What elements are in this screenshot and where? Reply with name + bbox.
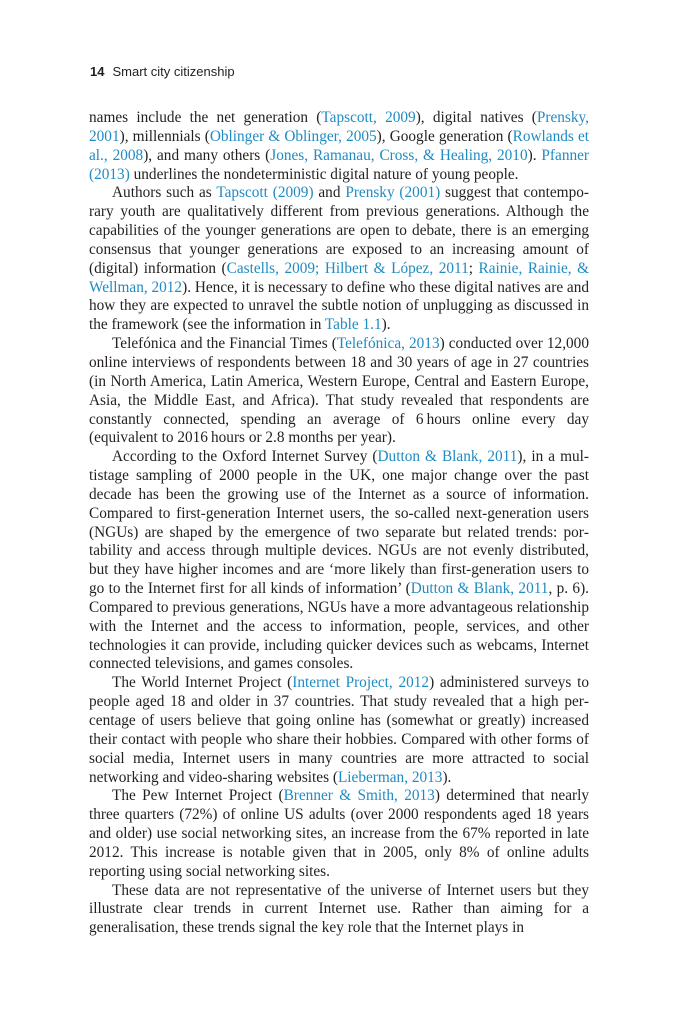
text-run: These data are not representative of the universe of Internet users but they illustrate clear trends in current Internet use. Rather than aiming for a generalisation, these trends signal the key role that the Internet plays in <box>89 881 589 937</box>
citation-link[interactable]: Brenner & Smith, 2013 <box>283 787 435 805</box>
text-run: According to the Oxford Internet Survey ( <box>112 448 378 466</box>
text-run: ) administered surveys to people aged 18 and older in 37 countries. That study revealed that a high percentage of users believe that going online has (somewhat or greatly) increased their contact with people who share their hobbies. Compared with other forms of social media, Internet users in many countries are more attracted to social networking and video-sharing websites ( <box>89 674 589 786</box>
text-run: ), and many others ( <box>143 146 271 164</box>
paragraph <box>89 184 589 335</box>
text-run: ). Hence, it is necessary to define who these digital natives are and how they are expected to unravel the subtle notion of unplugging as discussed in the framework (see the information in <box>89 278 590 334</box>
citation-link[interactable]: Lieberman, 2013 <box>337 768 443 786</box>
text-run: Authors such as <box>112 184 217 202</box>
citation-link[interactable]: Table 1.1 <box>324 316 382 334</box>
text-run: suggest that contemporary youth are qualitatively different from previous generations. Although the capabilities of the younger generations are open to debate, there is an emerging consensus that younger generations are exposed to an increasing amount of (digital) information ( <box>89 184 589 277</box>
paragraph <box>89 109 589 184</box>
text-run: underlines the nondeterministic digital nature of young people. <box>129 165 519 183</box>
citation-link[interactable]: Oblinger & Oblinger, 2005 <box>209 127 377 145</box>
text-run: ), millennials ( <box>119 127 210 145</box>
text-run: ), in a multistage sampling of 2000 people in the UK, one major change over the past decade has been the growing use of the Internet as a source of information. Compared to first-generation Internet users, the so-called next-generation users (NGUs) are shaped by the emergence of two separate but related trends: portability and access through multiple devices. NGUs are not evenly distributed, but they have higher incomes and are ‘more likely than first-generation users to go to the Internet first for all kinds of information’ ( <box>89 448 589 598</box>
citation-link[interactable]: Rainie, Rainie, & Wellman, 2012 <box>89 259 590 296</box>
text-run: and <box>313 184 346 202</box>
paragraph <box>89 882 589 939</box>
text-run: , p. 6). Compared to previous generations, NGUs have a more advantageous relationship with the Internet and the access to information, people, services, and other technologies it can provide, including quicker devices such as webcams, Internet connected televisions, and games consoles. <box>89 580 589 673</box>
citation-link[interactable]: Prensky (2001) <box>345 184 441 202</box>
paragraph <box>89 448 589 674</box>
body-text <box>89 109 589 938</box>
text-run: ), digital natives ( <box>415 109 537 126</box>
citation-link[interactable]: Jones, Ramanau, Cross, & Healing, 2010 <box>270 146 528 164</box>
citation-link[interactable]: Telefónica, 2013 <box>336 335 440 353</box>
running-title: Smart city citizenship <box>112 64 235 79</box>
citation-link[interactable]: Castells, 2009; Hilbert & López, 2011 <box>226 259 469 277</box>
text-run: ), Google generation ( <box>376 127 513 145</box>
citation-link[interactable]: Prensky, 2001 <box>89 109 589 145</box>
text-run: ) conducted over 12,000 online interviews of respondents between 18 and 30 years of age in 27 countries (in North America, Latin America, Western Europe, Central and Eastern Europe, Asia, the Middle East, and Africa). That study revealed that respondents are constantly connected, spending an average of 6 hours online every day (equivalent to 2016 hours or 2.8 months per year). <box>89 335 589 447</box>
text-run: ). <box>381 316 391 334</box>
text-run: The Pew Internet Project ( <box>112 787 284 805</box>
text-run: names include the net generation ( <box>89 109 322 126</box>
citation-link[interactable]: Tapscott (2009) <box>216 184 314 202</box>
paragraph <box>89 787 589 881</box>
citation-link[interactable]: Pfanner (2013) <box>89 146 589 183</box>
citation-link[interactable]: Dutton & Blank, 2011 <box>410 580 549 598</box>
paragraph <box>89 674 589 787</box>
citation-link[interactable]: Internet Project, 2012 <box>292 674 430 692</box>
paragraph <box>89 335 589 448</box>
text-run: The World Internet Project ( <box>112 674 293 692</box>
citation-link[interactable]: Dutton & Blank, 2011 <box>377 448 518 466</box>
text-run: Telefónica and the Financial Times ( <box>112 335 337 353</box>
text-run: ; <box>468 259 479 277</box>
text-run: ). <box>527 146 542 164</box>
text-run: ) determined that nearly three quarters (72%) of online US adults (over 2000 respondents aged 18 years and older) use social networking sites, an increase from the 67% reported in late 2012. This increase is notable given that in 2005, only 8% of online adults reporting using social networking sites. <box>89 787 589 880</box>
citation-link[interactable]: Rowlands et al., 2008 <box>89 127 589 164</box>
text-run: ). <box>442 768 452 786</box>
running-header <box>90 64 235 79</box>
page-number: 14 <box>90 64 105 79</box>
citation-link[interactable]: Tapscott, 2009 <box>321 109 416 126</box>
